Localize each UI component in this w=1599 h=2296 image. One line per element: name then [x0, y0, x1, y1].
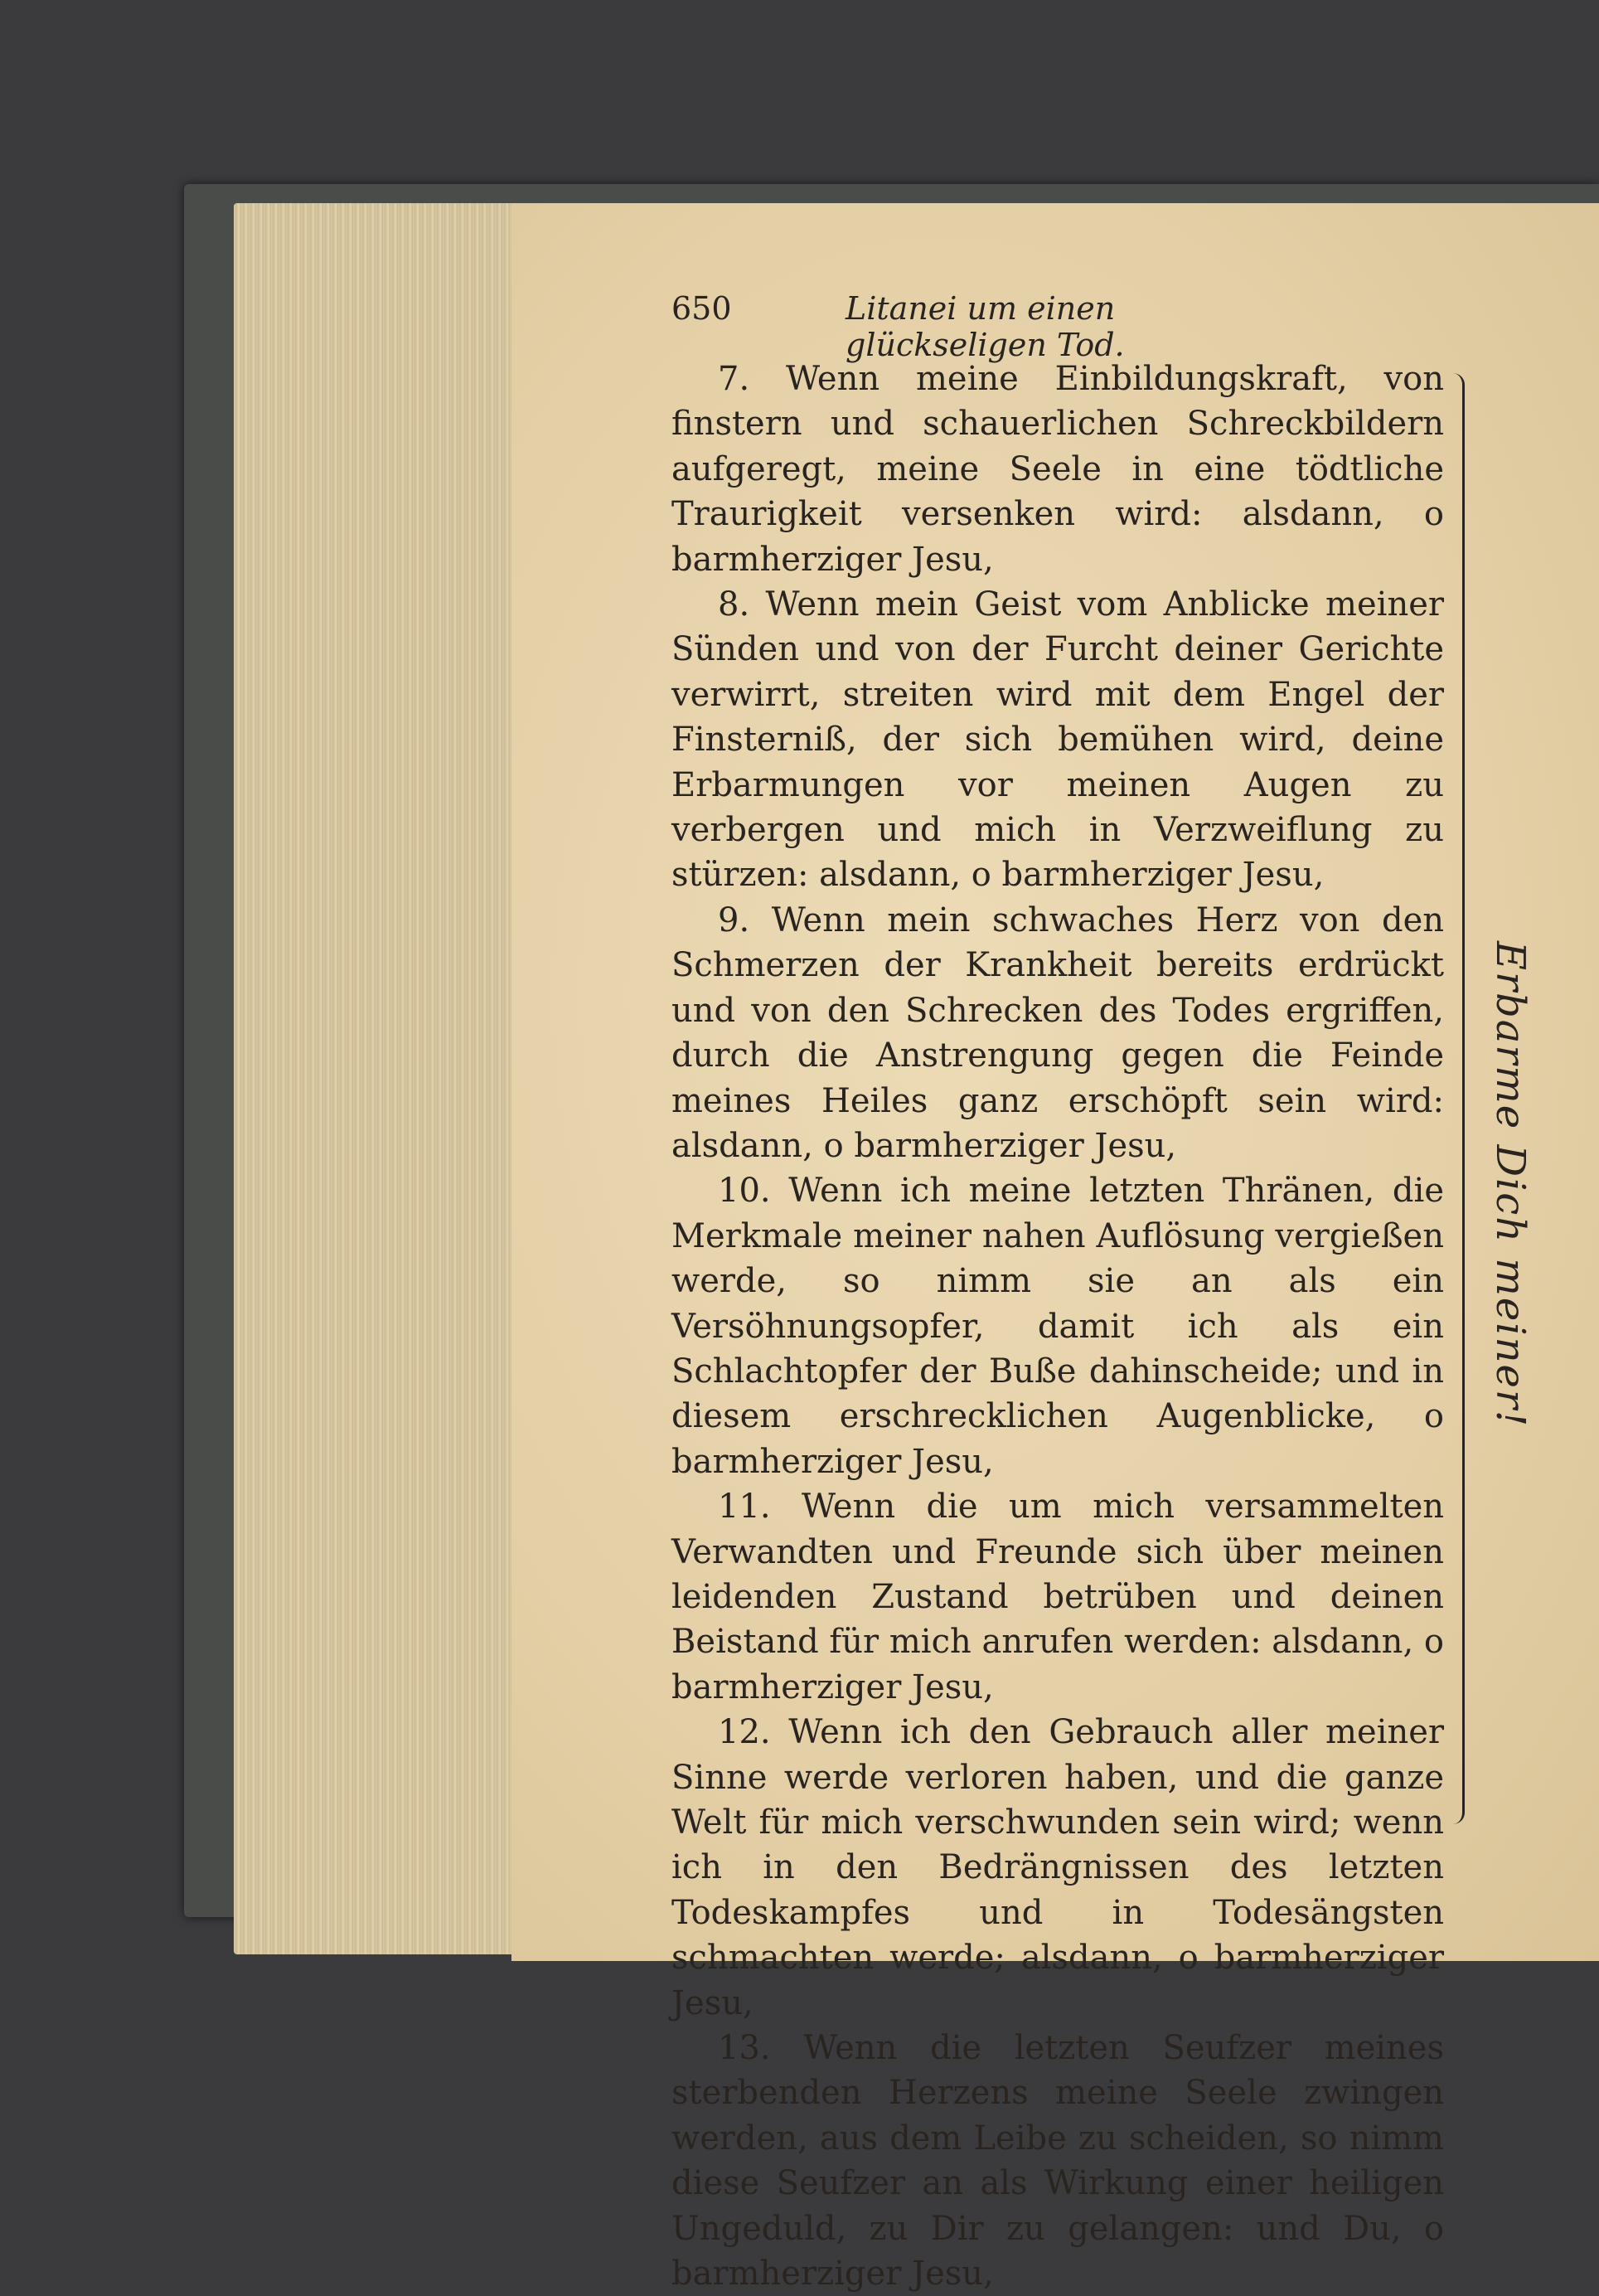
litany-paragraph: 11. Wenn die um mich versammelten Verwandten und Freunde sich über meinen leidenden Zustand betrüben und deinen Beistand für mich anrufen werden: alsdann, o barmherziger Jesu,	[671, 1488, 1444, 1706]
page-number: 650	[671, 290, 732, 327]
litany-text	[671, 357, 1444, 2296]
running-title: Litanei um einen glückseligen Tod.	[846, 290, 1125, 363]
litany-paragraph: 8. Wenn mein Geist vom Anblicke meiner Sünden und von der Furcht deiner Gerichte verwirrt, streiten wird mit dem Engel der Finsterniß, der sich bemühen wird, deine Erbarmungen vor meinen Augen zu verbergen und mich in Verzweiflung zu stürzen: alsdann, o barmherziger Jesu,	[671, 585, 1444, 895]
page-header	[671, 290, 1326, 363]
litany-paragraph: 10. Wenn ich meine letzten Thränen, die Merkmale meiner nahen Auflösung vergießen werde, so nimm sie an als ein Versöhnungsopfer, damit ich als ein Schlachtopfer der Buße dahinscheide; und in diesem erschrecklichen Augenblicke, o barmherziger Jesu,	[671, 1172, 1444, 1481]
side-refrain: Erbarme Dich meiner!	[1487, 941, 1534, 1429]
refrain-bracket	[1444, 373, 1465, 1824]
litany-paragraph: 13. Wenn die letzten Seufzer meines sterbenden Herzens meine Seele zwingen werden, aus dem Leibe zu scheiden, so nimm diese Seufzer an als Wirkung einer heiligen Ungeduld, zu Dir zu gelangen: und Du, o barmherziger Jesu,	[671, 2029, 1444, 2294]
page-edges	[234, 203, 511, 1954]
litany-paragraph: 12. Wenn ich den Gebrauch aller meiner Sinne werde verloren haben, und die ganze Welt für mich verschwunden sein wird; wenn ich in den Bedrängnissen des letzten Todeskampfes und in Todesängsten schmachten werde; alsdann, o barmherziger Jesu,	[671, 1713, 1444, 2022]
litany-paragraph: 9. Wenn mein schwaches Herz von den Schmerzen der Krankheit bereits erdrückt und von den Schrecken des Todes ergriffen, durch die Anstrengung gegen die Feinde meines Heiles ganz erschöpft sein wird: alsdann, o barmherziger Jesu,	[671, 900, 1444, 1165]
litany-paragraph: 7. Wenn meine Einbildungskraft, von finstern und schauerlichen Schreckbildern aufgeregt, meine Seele in eine tödtliche Traurigkeit versenken wird: alsdann, o barmherziger Jesu,	[671, 360, 1444, 579]
